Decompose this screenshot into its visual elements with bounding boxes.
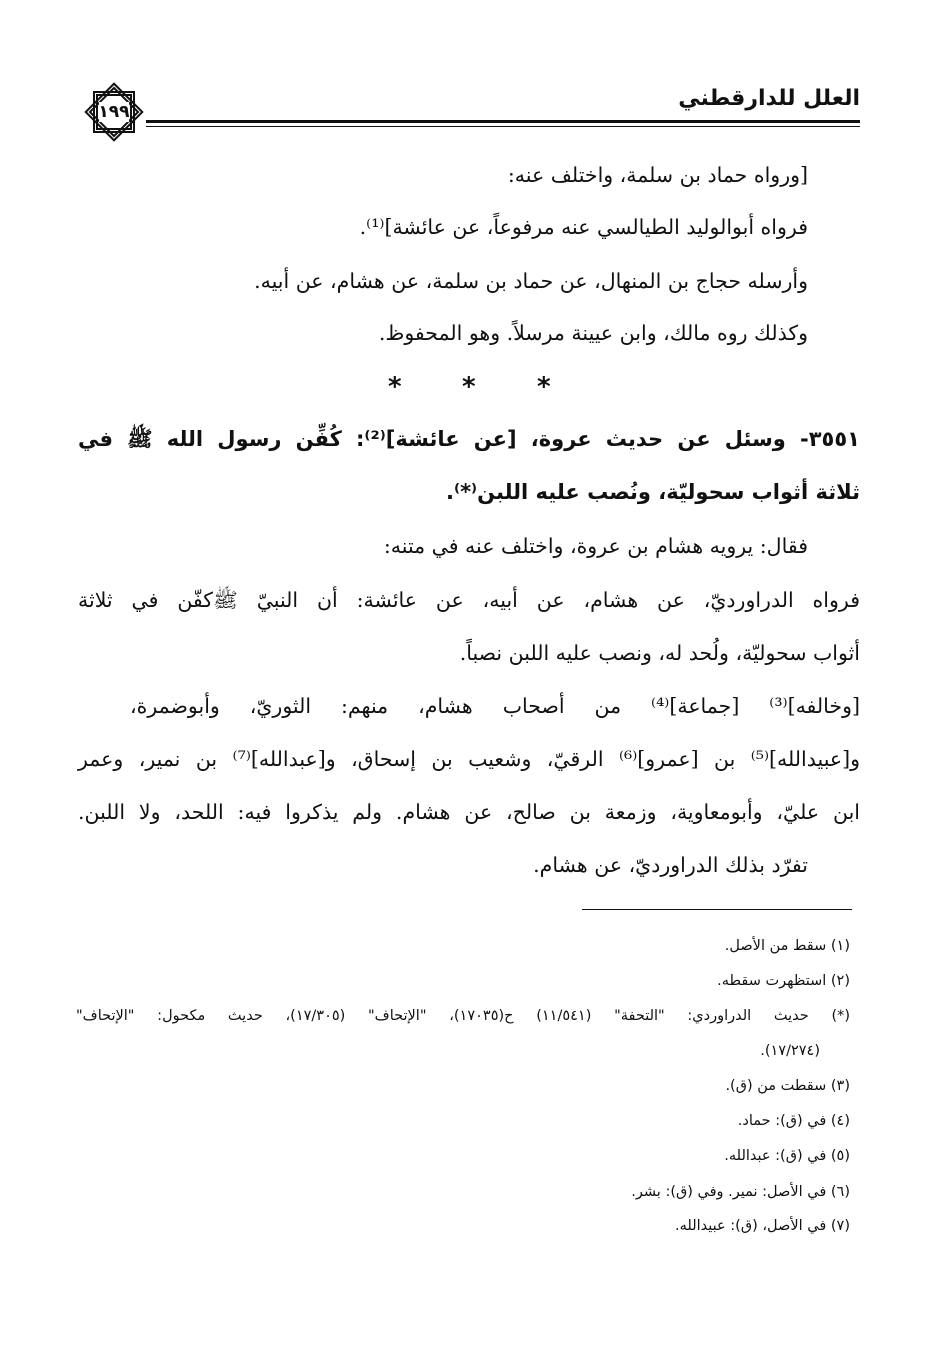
- answer-line-7: تفرّد بذلك الدراورديّ، عن هشام.: [533, 853, 808, 877]
- separator-star: *: [388, 372, 402, 402]
- answer-line-2: فرواه الدراورديّ، عن هشام، عن أبيه، عن عائشة: أن النبيّ ﷺكفّن في ثلاثة: [78, 588, 860, 612]
- text-line-4: وكذلك روه مالك، وابن عيينة مرسلاً. وهو المحفوظ.: [378, 321, 808, 345]
- running-header: [78, 76, 860, 136]
- header-rule: [146, 120, 860, 123]
- page-number-badge: [82, 80, 146, 144]
- footnote-rule: [582, 909, 852, 910]
- separator-star: *: [537, 372, 551, 402]
- footnote-5: (٥) في (ق): عبدالله.: [724, 1148, 850, 1164]
- separator-star: *: [462, 372, 476, 402]
- answer-line-5: و[عبيدالله]⁽⁵⁾ بن [عمرو]⁽⁶⁾ الرقيّ، وشعيب بن إسحاق، و[عبدالله]⁽⁷⁾ بن نمير، وعمر: [78, 747, 861, 771]
- footnote-1: (١) سقط من الأصل.: [724, 938, 850, 954]
- footnote-asterisk: (*) حديث الدراوردي: "التحفة" (١١/٥٤١) ح(١٧٠٣٥)، "الإتحاف" (١٧/٣٠٥)، حديث مكحول: "الإتحاف": [76, 1008, 851, 1024]
- answer-line-4: [وخالفه]⁽³⁾ [جماعة]⁽⁴⁾ من أصحاب هشام، منهم: الثوريّ، وأبوضمرة،: [130, 694, 860, 718]
- answer-line-6: ابن عليّ، وأبومعاوية، وزمعة بن صالح، عن هشام. ولم يذكروا فيه: اللحد، ولا اللبن.: [78, 800, 860, 824]
- question-line-1: ٣٥٥١- وسئل عن حديث عروة، [عن عائشة]⁽²⁾: كُفِّن رسول الله ﷺ في: [78, 427, 860, 451]
- header-rule-thin: [146, 126, 860, 127]
- text-line-2: فرواه أبوالوليد الطيالسي عنه مرفوعاً، عن عائشة]⁽¹⁾.: [359, 215, 808, 239]
- footnote-6: (٦) في الأصل: نمير. وفي (ق): بشر.: [631, 1184, 850, 1200]
- footnote-3: (٣) سقطت من (ق).: [725, 1078, 850, 1094]
- footnote-asterisk-cont: (١٧/٢٧٤).: [760, 1043, 820, 1059]
- book-title: العلل للدارقطني: [678, 86, 860, 111]
- answer-line-3: أثواب سحوليّة، ولُحد له، ونصب عليه اللبن نصباً.: [459, 641, 860, 665]
- footnote-4: (٤) في (ق): حماد.: [737, 1113, 850, 1129]
- page-number: ١٩٩: [98, 102, 130, 122]
- footnote-2: (٢) استظهرت سقطه.: [717, 973, 850, 989]
- text-line-1: [ورواه حماد بن سلمة، واختلف عنه:: [507, 163, 808, 187]
- answer-line-1: فقال: يرويه هشام بن عروة، واختلف عنه في متنه:: [383, 534, 808, 558]
- question-line-2: ثلاثة أثواب سحوليّة، ونُصب عليه اللبن⁽*⁾.: [446, 480, 860, 504]
- text-line-3: وأرسله حجاج بن المنهال، عن حماد بن سلمة، عن هشام، عن أبيه.: [254, 269, 808, 293]
- footnote-7: (٧) في الأصل، (ق): عبيدالله.: [675, 1218, 850, 1234]
- section-separator: [0, 372, 938, 402]
